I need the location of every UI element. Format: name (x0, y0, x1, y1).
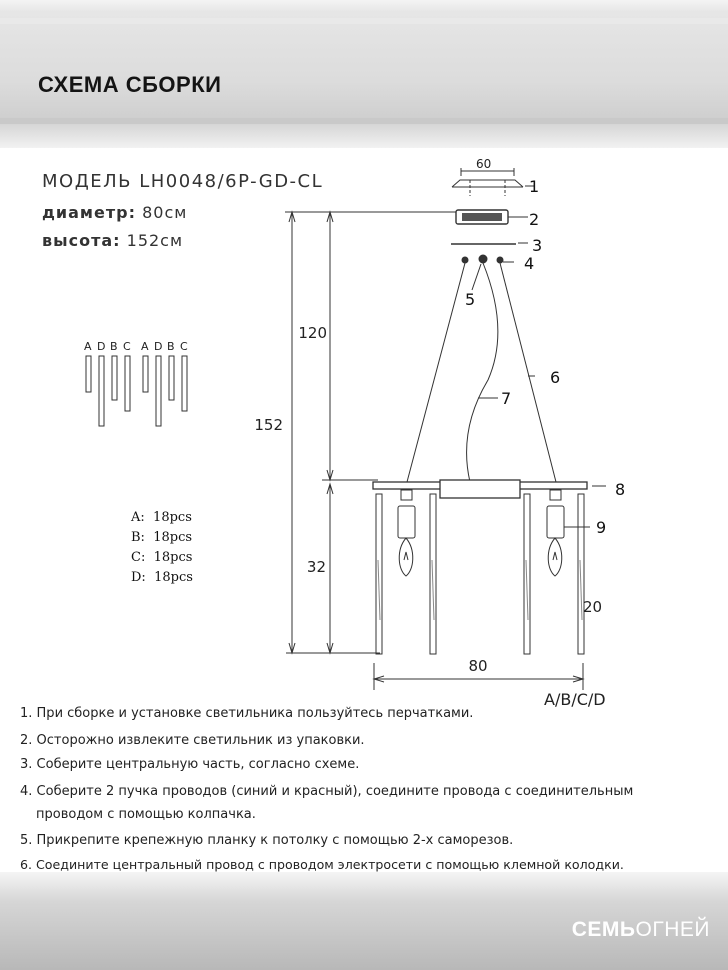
crystal-letter: D (154, 340, 163, 353)
crystal-rod (143, 356, 148, 392)
ceiling-mount (451, 157, 535, 263)
qty-label: A: (131, 510, 145, 525)
cable-right (500, 263, 556, 482)
dim-lower-label: 32 (306, 558, 326, 576)
crystal-letter: A (84, 340, 92, 353)
model-line: МОДЕЛЬ LH0048/6P-GD-CL (42, 171, 324, 192)
instruction-1: 1. При сборке и установке светильника пользуйтесь перчатками. (20, 706, 474, 721)
crystal-letter: A (141, 340, 149, 353)
crystal-rod (112, 356, 117, 400)
instruction-4: 4. Соберите 2 пучка проводов (синий и красный), соедините провода с соединительным (20, 784, 634, 799)
callout-6: 6 (550, 368, 561, 387)
crystal-letter: C (123, 340, 131, 353)
height-label: высота: (42, 231, 121, 250)
callout-8: 8 (615, 480, 626, 499)
crystal-rod (125, 356, 130, 411)
crystal-letter: B (110, 340, 118, 353)
qty-label: B: (131, 530, 145, 545)
crystal-rod (169, 356, 174, 400)
diameter-label: диаметр: (42, 203, 136, 222)
chandelier-body (373, 480, 606, 654)
qty-value: 18pcs (153, 510, 192, 525)
cable-left (407, 263, 465, 482)
instruction-6: 6. Соедините центральный провод с проводом электросети с помощью клемной колодки. (20, 857, 624, 872)
instruction-4-cont: проводом с помощью колпачка. (36, 807, 256, 822)
crystal-types-label: A/B/C/D (544, 690, 606, 709)
brand-light: ОГНЕЙ (635, 918, 710, 941)
callout-4: 4 (524, 254, 535, 273)
dim-top-label: 60 (476, 157, 492, 171)
crystal-legend (84, 340, 188, 426)
dim-crystal-label: 20 (583, 598, 603, 616)
brand-logo (572, 918, 710, 942)
qty-value: 18pcs (154, 570, 193, 585)
callout-3: 3 (532, 236, 543, 255)
instruction-2: 2. Осторожно извлеките светильник из упаковки. (20, 733, 365, 748)
callout-7: 7 (501, 389, 512, 408)
callout-1: 1 (529, 177, 540, 196)
page-title: СХЕМА СБОРКИ (38, 72, 222, 97)
height-value: 152см (126, 231, 184, 250)
diameter-value: 80см (142, 203, 188, 222)
crystal-rod (182, 356, 187, 411)
instruction-3: 3. Соберите центральную часть, согласно схеме. (20, 757, 360, 772)
instruction-5: 5. Прикрепите крепежную планку к потолку с помощью 2-х саморезов. (20, 833, 514, 848)
crystal-rod (99, 356, 104, 426)
crystal-letter: C (180, 340, 188, 353)
crystal-letter: D (97, 340, 106, 353)
qty-value: 18pcs (153, 550, 193, 565)
qty-label: D: (131, 570, 146, 585)
callout-2: 2 (529, 210, 540, 229)
dim-width-label: 80 (468, 657, 488, 675)
crystal-rod (86, 356, 91, 392)
dim-upper-label: 120 (298, 324, 327, 342)
crystal-rod (156, 356, 161, 426)
crystal-letter: B (167, 340, 175, 353)
qty-label: C: (131, 550, 146, 565)
qty-value: 18pcs (153, 530, 193, 545)
brand-bold: СЕМЬ (571, 918, 636, 941)
callout-9: 9 (596, 518, 607, 537)
callout-5: 5 (465, 290, 476, 309)
dim-total-label: 152 (254, 416, 283, 434)
